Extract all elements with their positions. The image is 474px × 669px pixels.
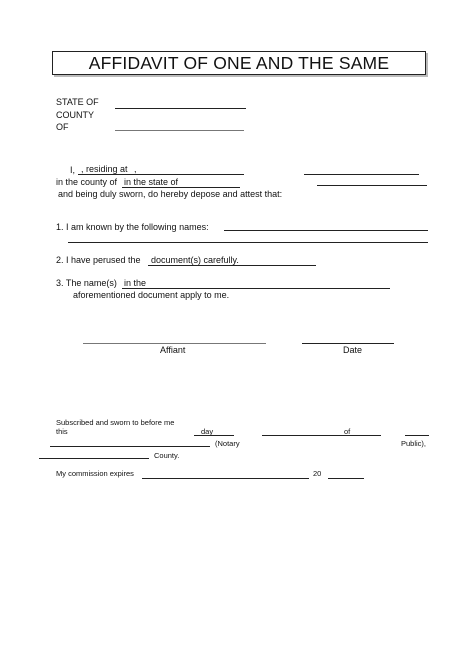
- intro-residing-at: , residing at: [81, 164, 128, 174]
- affiant-label: Affiant: [160, 345, 186, 355]
- notary-county: County.: [154, 451, 180, 460]
- notary-open: (Notary: [215, 439, 240, 448]
- address-field[interactable]: [304, 174, 419, 175]
- notary-20: 20: [313, 469, 322, 478]
- item-3-text: 3. The name(s): [56, 278, 117, 288]
- date-label: Date: [343, 345, 363, 355]
- names-field-1[interactable]: [224, 230, 428, 231]
- names-apply-field[interactable]: [122, 288, 390, 289]
- county-of-field[interactable]: [122, 187, 240, 188]
- state-of-label: STATE OF: [56, 97, 99, 107]
- notary-commission: My commission expires: [56, 469, 134, 478]
- intro-in-state: in the state of: [124, 177, 179, 187]
- intro-in-county: in the county of: [56, 177, 118, 187]
- item-1-text: 1. I am known by the following names:: [56, 222, 209, 232]
- notary-public: Public),: [401, 439, 427, 448]
- notary-name-field[interactable]: [50, 446, 210, 447]
- notary-this: this: [56, 427, 68, 436]
- notary-subscribed: Subscribed and sworn to before me: [56, 418, 175, 427]
- year-short-field[interactable]: [405, 435, 429, 436]
- month-field[interactable]: [262, 435, 381, 436]
- item-3-aforementioned: aforementioned document apply to me.: [73, 290, 230, 300]
- notary-day: day: [201, 427, 214, 436]
- day-field[interactable]: [194, 435, 234, 436]
- date-line[interactable]: [302, 343, 394, 344]
- state-field[interactable]: [115, 108, 246, 109]
- of-label: OF: [56, 122, 69, 132]
- name-field[interactable]: [78, 174, 244, 175]
- notary-of: of: [344, 427, 351, 436]
- intro-sworn: and being duly sworn, do hereby depose and attest that:: [58, 189, 283, 199]
- intro-comma: ,: [134, 164, 137, 174]
- document-field[interactable]: [148, 265, 316, 266]
- item-2-document: document(s) carefully.: [151, 255, 239, 265]
- document-title: AFFIDAVIT OF ONE AND THE SAME: [52, 51, 426, 75]
- county-field[interactable]: [115, 130, 244, 131]
- item-3-in-the: in the: [124, 278, 147, 288]
- item-2-text: 2. I have perused the: [56, 255, 141, 265]
- names-field-2[interactable]: [68, 242, 428, 243]
- notary-county-field[interactable]: [39, 458, 149, 459]
- intro-i: I,: [70, 165, 76, 175]
- county-label: COUNTY: [56, 110, 94, 120]
- state-of-field[interactable]: [317, 185, 427, 186]
- affiant-signature-line[interactable]: [83, 343, 266, 344]
- commission-field[interactable]: [142, 478, 309, 479]
- commission-year-field[interactable]: [328, 478, 364, 479]
